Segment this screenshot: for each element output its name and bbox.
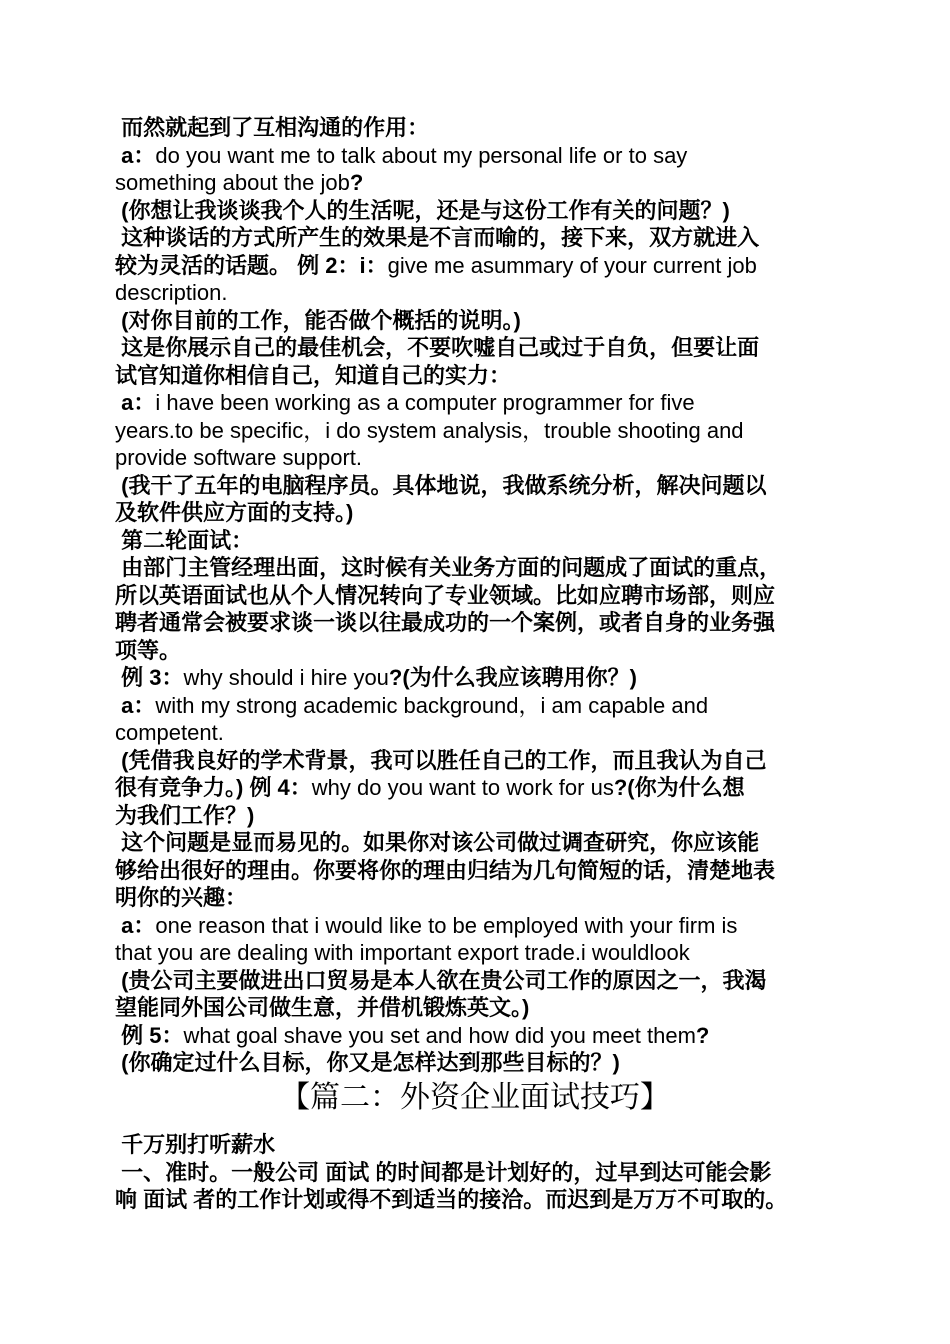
text-run: why should i hire you	[183, 665, 389, 690]
text-line	[115, 994, 840, 1022]
text-run: (我干了五年的电脑程序员。具体地说，我做系统分析，解决问题以	[115, 472, 767, 498]
text-run: a：	[115, 692, 156, 718]
text-run: ?	[695, 1022, 710, 1048]
text-line	[115, 1186, 840, 1214]
text-line	[115, 1131, 840, 1159]
text-line	[115, 802, 840, 830]
text-line	[115, 692, 840, 720]
text-line	[115, 444, 840, 472]
text-run: 这种谈话的方式所产生的效果是不言而喻的，接下来，双方就进入	[115, 225, 760, 250]
text-run: 较为灵活的话题。 例 2：i：	[115, 252, 388, 278]
section-body	[115, 1131, 840, 1214]
text-line	[115, 224, 840, 252]
text-run: 试官知道你相信自己，知道自己的实力：	[115, 362, 512, 388]
text-run: i have been working as a computer programmer for five	[155, 390, 695, 415]
section-heading: 【篇二：外资企业面试技巧】	[280, 1080, 670, 1115]
text-line	[115, 719, 840, 747]
text-line	[115, 554, 840, 582]
text-run: (对你目前的工作，能否做个概括的说明。)	[115, 307, 521, 333]
text-run: (你确定过什么目标，你又是怎样达到那些目标的？)	[115, 1050, 620, 1075]
text-run: 第二轮面试：	[115, 527, 254, 553]
text-run: 例 5：	[115, 1022, 184, 1048]
text-line	[115, 582, 840, 610]
text-line	[115, 1159, 840, 1187]
text-run: (凭借我良好的学术背景，我可以胜任自己的工作，而且我认为自己	[115, 747, 767, 773]
text-line	[115, 967, 840, 995]
text-run: a：	[115, 142, 156, 168]
text-run: give me asummary of your current job	[387, 252, 757, 278]
text-run: 为我们工作？)	[115, 802, 255, 828]
text-line	[115, 389, 840, 417]
document-body	[115, 114, 840, 1077]
text-line	[115, 169, 840, 197]
text-line	[115, 307, 840, 335]
text-line	[115, 252, 840, 280]
text-line	[115, 829, 840, 857]
text-run: why do you want to work for us	[311, 775, 614, 800]
text-line	[115, 857, 840, 885]
text-line	[115, 912, 840, 940]
text-run: (贵公司主要做进出口贸易是本人欲在贵公司工作的原因之一，我渴	[115, 967, 767, 993]
text-run: 所以英语面试也从个人情况转向了专业领域。比如应聘市场部，则应	[115, 582, 776, 608]
text-run: a：	[115, 912, 156, 938]
text-line	[115, 774, 840, 802]
text-run: ?	[349, 170, 364, 195]
text-line	[115, 637, 840, 665]
text-run: description.	[115, 280, 228, 305]
text-line	[115, 527, 840, 555]
text-run: 聘者通常会被要求谈一谈以往最成功的一个案例，或者自身的业务强	[115, 610, 776, 635]
text-run: that you are dealing with important export trade.i wouldlook	[115, 940, 690, 965]
text-run: 很有竞争力。) 例 4：	[115, 775, 312, 800]
text-run: 及软件供应方面的支持。)	[115, 500, 354, 525]
text-run: 例 3：	[115, 665, 184, 690]
text-run: 明你的兴趣：	[115, 885, 248, 910]
text-run: something about the job	[115, 170, 350, 195]
text-run: 千万别打听薪水	[115, 1132, 276, 1157]
text-line	[115, 279, 840, 307]
text-run: 一、准时。一般公司 面试 的时间都是计划好的，过早到达可能会影	[115, 1159, 772, 1185]
text-run: ?(你为什么想	[613, 775, 745, 800]
text-run: competent.	[115, 720, 224, 745]
text-line	[115, 334, 840, 362]
text-line	[115, 362, 840, 390]
text-line	[115, 664, 840, 692]
text-run: one reason that i would like to be employed with your firm is	[155, 912, 738, 938]
text-run: a：	[115, 390, 156, 415]
text-run: years.to be specific，i do system analysis，trouble shooting and	[115, 417, 744, 443]
text-run: 项等。	[115, 637, 182, 663]
text-line	[115, 114, 840, 142]
text-line	[115, 939, 840, 967]
text-line	[115, 1022, 840, 1050]
text-line	[115, 472, 840, 500]
text-run: 由部门主管经理出面，这时候有关业务方面的问题成了面试的重点，	[115, 555, 782, 580]
text-run: 响 面试 者的工作计划或得不到适当的接洽。而迟到是万万不可取的。	[115, 1187, 788, 1212]
text-run: do you want me to talk about my personal life or to say	[155, 142, 688, 168]
text-line	[115, 142, 840, 170]
text-run: 这是你展示自己的最佳机会，不要吹嘘自己或过于自负，但要让面	[115, 335, 760, 360]
text-line	[115, 499, 840, 527]
text-run: (你想让我谈谈我个人的生活呢，还是与这份工作有关的问题？)	[115, 197, 730, 223]
text-run: 而然就起到了互相沟通的作用：	[115, 115, 430, 140]
text-run: with my strong academic background，i am capable and	[155, 692, 709, 718]
text-line	[115, 747, 840, 775]
text-run: what goal shave you set and how did you meet them	[183, 1022, 696, 1048]
text-line	[115, 609, 840, 637]
text-line	[115, 884, 840, 912]
text-line	[115, 417, 840, 445]
text-run: 望能同外国公司做生意，并借机锻炼英文。)	[115, 995, 530, 1020]
text-run: 够给出很好的理由。你要将你的理由归结为几句简短的话，清楚地表	[115, 857, 776, 883]
text-line	[115, 197, 840, 225]
text-run: 这个问题是显而易见的。如果你对该公司做过调查研究，你应该能	[115, 830, 760, 855]
text-line	[115, 1049, 840, 1077]
text-run: ?(为什么我应该聘用你？)	[388, 665, 638, 690]
text-run: provide software support.	[115, 445, 363, 470]
